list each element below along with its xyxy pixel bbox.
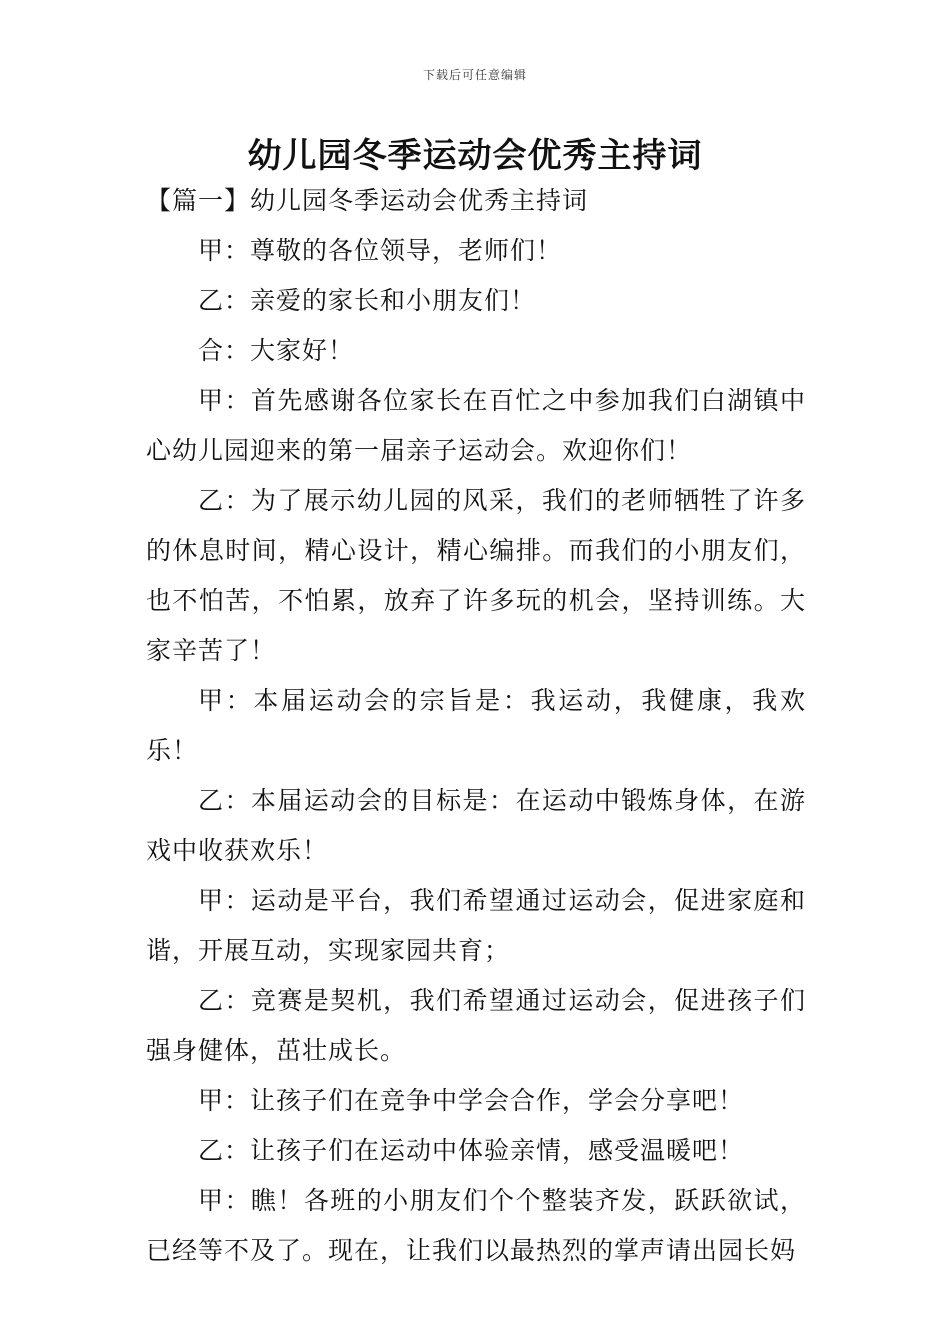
- paragraph: 甲：尊敬的各位领导，老师们！: [198, 236, 563, 265]
- paragraph: 甲：首先感谢各位家长在百忙之中参加我们白湖镇中心幼儿园迎来的第一届亲子运动会。欢迎你们！: [146, 386, 806, 465]
- header-note: 下载后可任意编辑: [422, 68, 527, 82]
- paragraph: 乙：让孩子们在运动中体验亲情，感受温暖吧！: [198, 1136, 745, 1165]
- paragraph: 甲：本届运动会的宗旨是：我运动，我健康，我欢乐！: [146, 686, 806, 765]
- paragraph: 乙：为了展示幼儿园的风采，我们的老师牺牲了许多的休息时间，精心设计，精心编排。而我们的小朋友们，也不怕苦，不怕累，放弃了许多玩的机会，坚持训练。大家辛苦了！: [146, 486, 806, 665]
- paragraph: 乙：本届运动会的目标是：在运动中锻炼身体，在游戏中收获欢乐！: [146, 786, 806, 865]
- paragraph: 甲：运动是平台，我们希望通过运动会，促进家庭和谐，开展互动，实现家园共育；: [146, 886, 806, 965]
- paragraph: 甲：让孩子们在竞争中学会合作，学会分享吧！: [198, 1086, 745, 1115]
- section-heading: 【篇一】幼儿园冬季运动会优秀主持词: [146, 186, 589, 215]
- document-title: 幼儿园冬季运动会优秀主持词: [247, 136, 703, 176]
- paragraph: 甲：瞧！各班的小朋友们个个整装齐发，跃跃欲试，已经等不及了。现在，让我们以最热烈的掌声请出园长妈: [146, 1186, 806, 1265]
- document-body: [146, 176, 806, 1276]
- paragraph: 合：大家好！: [198, 336, 355, 365]
- paragraph: 乙：亲爱的家长和小朋友们！: [198, 286, 537, 315]
- paragraph: 乙：竞赛是契机，我们希望通过运动会，促进孩子们强身健体，茁壮成长。: [146, 986, 806, 1065]
